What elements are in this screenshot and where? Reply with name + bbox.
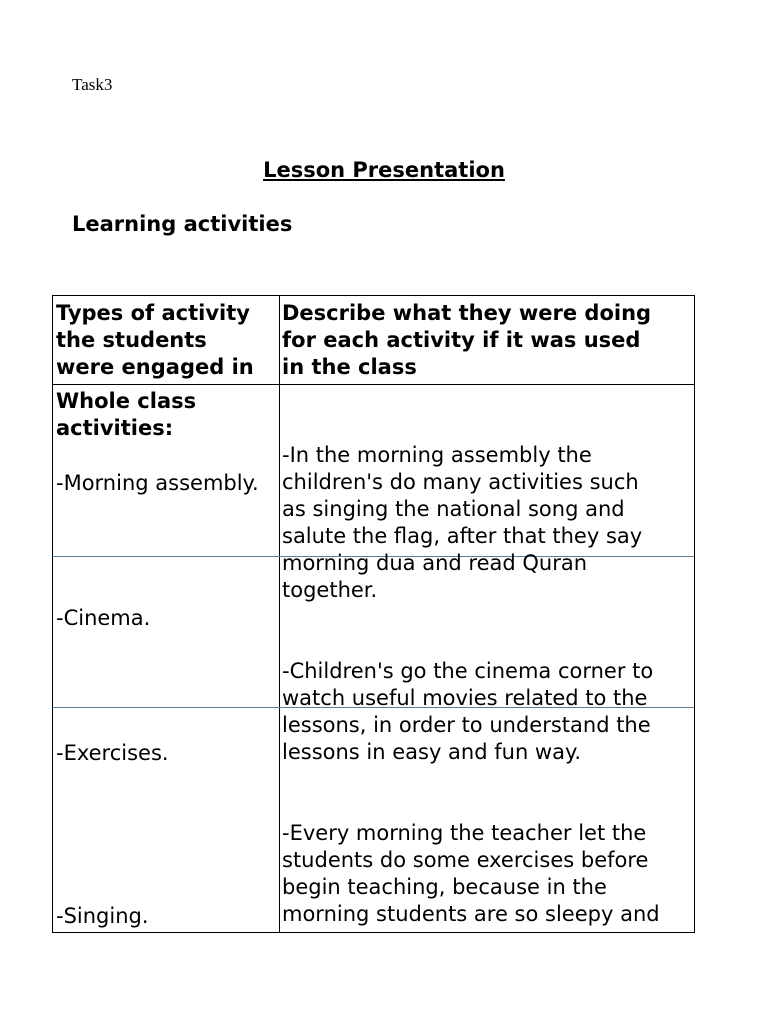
column-divider — [279, 296, 280, 932]
description-morning-assembly: -In the morning assembly the children's do many activities such as singing the national song and salute the flag, after that they say morning dua and read Quran together. — [282, 443, 643, 602]
description-exercises: -Every morning the teacher let the students do some exercises before begin teaching, because in the morning students are so sleepy and — [282, 821, 660, 926]
section-heading: Learning activities — [72, 212, 293, 236]
page-title: Lesson Presentation — [263, 158, 505, 182]
description-cinema: -Children's go the cinema corner to watch useful movies related to the lessons, in order to understand the lessons in easy and fun way. — [282, 659, 654, 764]
activity-cinema: -Cinema. — [56, 606, 151, 630]
header-activity-types: Types of activity the students were engaged in — [56, 301, 254, 379]
header-description: Describe what they were doing for each activity if it was used in the class — [282, 301, 652, 379]
task-label: Task3 — [72, 75, 113, 94]
header-divider — [53, 384, 694, 385]
activity-singing: -Singing. — [56, 904, 149, 928]
group-label-whole-class: Whole class activities: — [56, 389, 197, 440]
activity-morning-assembly: -Morning assembly. — [56, 471, 259, 495]
activity-exercises: -Exercises. — [56, 741, 169, 765]
activities-table — [52, 295, 695, 933]
